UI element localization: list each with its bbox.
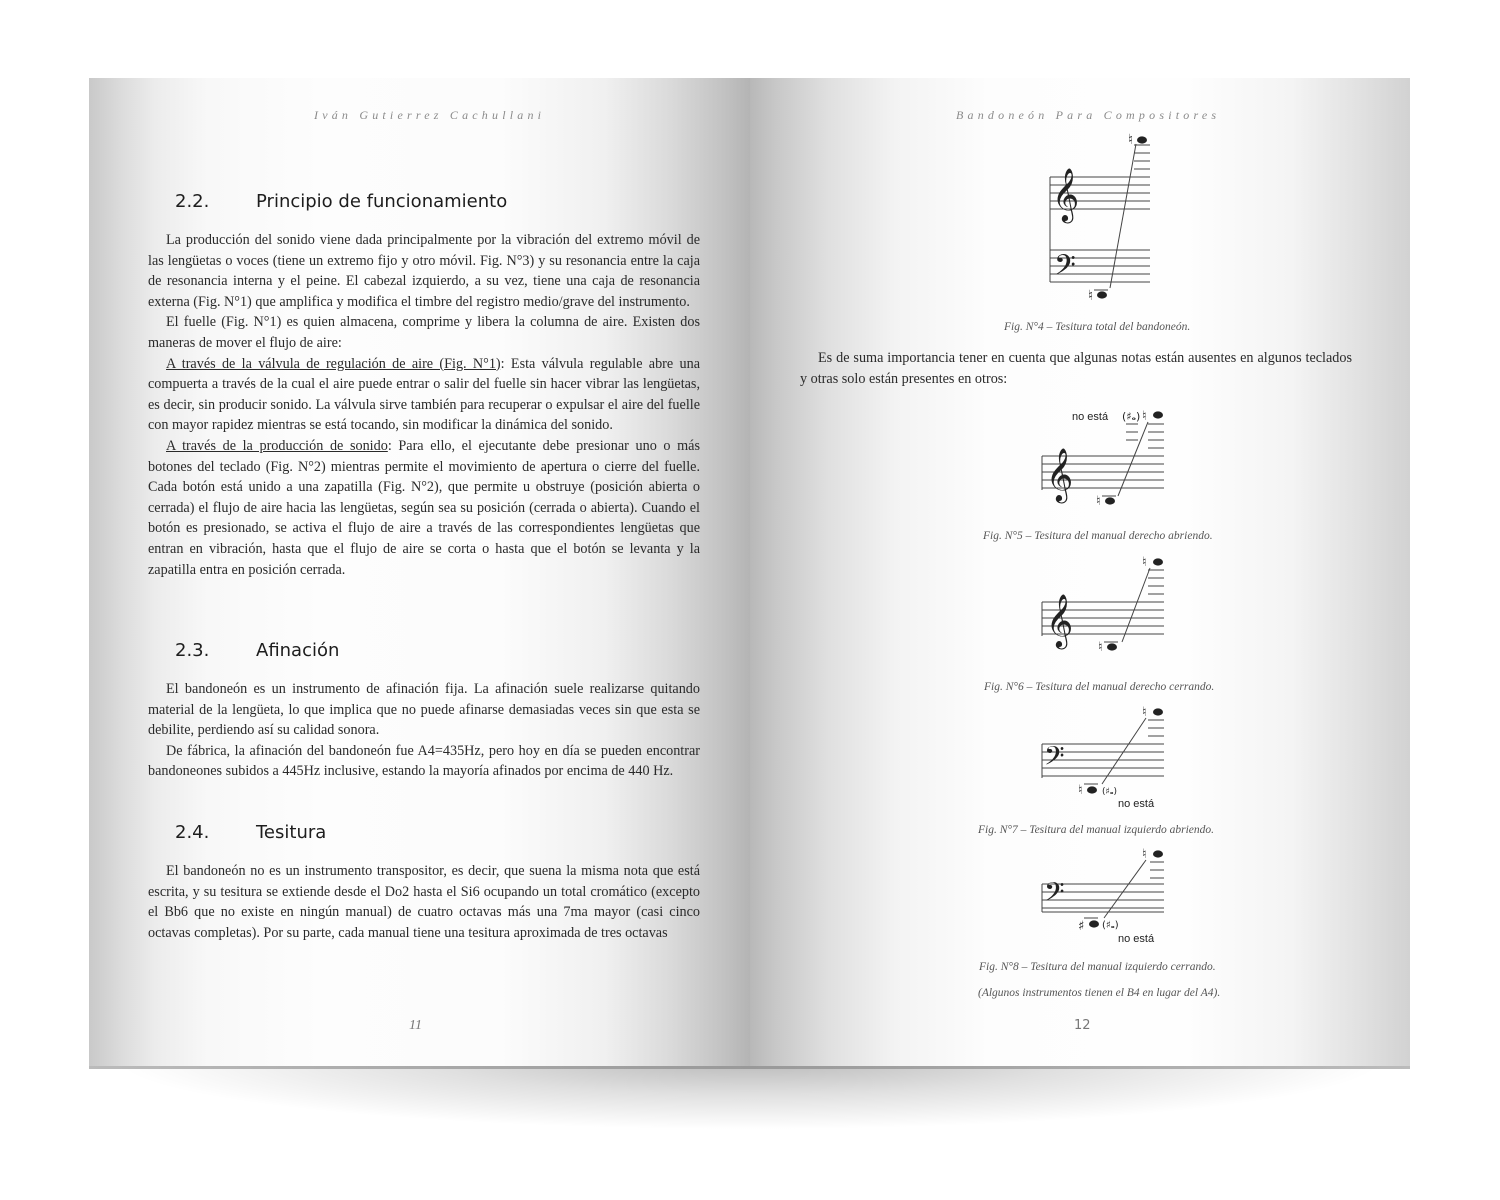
staff-notation-icon [1042, 408, 1172, 518]
missing-note-symbol: (♯𝅝) [1102, 787, 1117, 797]
underlined-lead: A través de la válvula de regulación de aire (Fig. N°1) [166, 355, 501, 372]
svg-text:♮: ♮ [1142, 555, 1147, 570]
svg-text:𝄢: 𝄢 [1054, 249, 1076, 289]
section-body-2-2 [148, 230, 700, 580]
paragraph-text: : Esta válvula regulable abre una compuerta a través de la cual el aire puede entrar o salir del fuelle sin hacer vibrar las lengüetas, es decir, sin producir sonido. La válvula sirve también para recuperar o expulsar el aire del fuelle con mayor rapidez mientras se está tocando, sin modificar la dinámica del sonido. [148, 355, 700, 434]
paragraph: El fuelle (Fig. N°1) es quien almacena, comprime y libera la columna de aire. Existen dos maneras de mover el flujo de aire: [148, 314, 700, 351]
paragraph: La producción del sonido viene dada principalmente por la vibración del extremo móvil de las lengüetas o voces (tiene un extremo fijo y otro móvil. Fig. N°3) y su resonancia entre la caja de resonancia interna y el peine. El cabezal izquierdo, a su vez, tiene una caja de resonancia externa (Fig. N°1) que amplifica y modifica el timbre del registro medio/grave del instrumento. [148, 232, 700, 310]
paragraph: De fábrica, la afinación del bandoneón fue A4=435Hz, pero hoy en día se pueden encontrar bandoneones subidos a 445Hz inclusive, estando la mayoría afinados por encima de 440 Hz. [148, 742, 700, 780]
left-page [89, 78, 750, 1068]
svg-text:♮: ♮ [1096, 494, 1101, 509]
svg-text:♮: ♮ [1078, 783, 1083, 798]
no-esta-label: no está [1072, 411, 1109, 423]
section-number: 2.2. [175, 191, 210, 212]
paragraph: El bandoneón es un instrumento de afinación fija. La afinación suele realizarse quitando material de la lengüeta, lo que implica que no puede afinarse demasiadas veces sin que esta se debilite, perdiendo así su calidad sonora. [148, 681, 700, 739]
staff-notation-icon [1042, 706, 1172, 816]
svg-text:♮: ♮ [1142, 847, 1147, 862]
figure-4-music-staff [1050, 130, 1160, 310]
staff-notation-icon [1042, 556, 1172, 666]
svg-text:♮: ♮ [1128, 132, 1134, 148]
figure-8-note: (Algunos instrumentos tienen el B4 en lugar del A4). [978, 987, 1221, 999]
page-number: 11 [409, 1018, 422, 1033]
section-body-2-3 [148, 679, 700, 782]
figure-7-music-staff [1042, 706, 1172, 816]
book-drop-shadow [110, 1060, 1390, 1130]
figure-5-caption: Fig. N°5 – Tesitura del manual derecho abriendo. [983, 530, 1213, 542]
svg-text:♮: ♮ [1088, 288, 1094, 304]
staff-notation-icon [1050, 130, 1160, 310]
svg-text:♮: ♮ [1142, 705, 1147, 720]
section-title: Principio de funcionamiento [256, 191, 508, 212]
intro-paragraph [800, 348, 1352, 389]
paragraph: El bandoneón no es un instrumento transpositor, es decir, que suena la misma nota que está escrita, y su tesitura se extiende desde el Do2 hasta el Si6 ocupando un total cromático (excepto el Bb6 que no existe en ningún manual) de cuatro octavas más una 7ma mayor (casi cinco octavas completas). Por su parte, cada manual tiene una tesitura aproximada de tres octavas [148, 863, 700, 941]
paragraph-sound [148, 436, 700, 580]
section-title: Afinación [256, 640, 340, 661]
figure-4-caption: Fig. N°4 – Tesitura total del bandoneón. [1004, 321, 1191, 333]
figure-8-music-staff [1042, 848, 1172, 958]
section-number: 2.3. [175, 640, 210, 661]
svg-text:♯: ♯ [1078, 919, 1085, 934]
figure-6-caption: Fig. N°6 – Tesitura del manual derecho cerrando. [984, 681, 1215, 693]
section-number: 2.4. [175, 822, 210, 843]
missing-note-symbol: (♯𝅝) [1122, 410, 1141, 423]
figure-8-caption: Fig. N°8 – Tesitura del manual izquierdo cerrando. [979, 961, 1216, 973]
paragraph: Es de suma importancia tener en cuenta que algunas notas están ausentes en algunos teclados y otras solo están presentes en otros: [800, 350, 1352, 387]
staff-notation-icon [1042, 848, 1172, 958]
missing-note-symbol: (♯𝅝) [1102, 920, 1119, 931]
section-body-2-4 [148, 861, 700, 943]
running-head-title: Bandoneón Para Compositores [956, 108, 1221, 122]
svg-text:♮: ♮ [1142, 409, 1147, 424]
svg-text:♮: ♮ [1098, 640, 1103, 655]
no-esta-label: no está [1118, 798, 1155, 810]
section-heading-2-2 [175, 191, 507, 212]
right-page [750, 78, 1410, 1068]
paragraph-text: : Para ello, el ejecutante debe presionar uno o más botones del teclado (Fig. N°2) mientras permite el movimiento de apertura o cierre del fuelle. Cada botón está unido a una zapatilla (Fig. N°2), que permite u obstruye (posición abierta o cerrada) el flujo de aire hacia las lengüetas, según sea su posición (cerrada o abierta). Cuando el botón es presionado, se activa el flujo de aire a través de las correspondientes lengüetas que entran en vibración, hasta que el flujo de aire se corta o hasta que el botón se levanta y la zapatilla entra en posición cerrada. [148, 437, 700, 578]
svg-text:𝄞: 𝄞 [1046, 593, 1074, 647]
svg-text:𝄢: 𝄢 [1044, 740, 1065, 778]
svg-text:𝄞: 𝄞 [1052, 167, 1080, 221]
no-esta-label: no está [1118, 933, 1155, 945]
figure-6-music-staff [1042, 556, 1172, 666]
page-number: 12 [1074, 1018, 1091, 1033]
open-book-spread [89, 78, 1410, 1068]
underlined-lead: A través de la producción de sonido [166, 437, 388, 454]
figure-7-caption: Fig. N°7 – Tesitura del manual izquierdo abriendo. [978, 824, 1214, 836]
book-bottom-edge [89, 1066, 1410, 1069]
section-title: Tesitura [256, 822, 327, 843]
figure-5-music-staff [1042, 408, 1172, 518]
paragraph-valve [148, 354, 700, 436]
running-head-author: Iván Gutierrez Cachullani [314, 108, 546, 122]
svg-text:𝄞: 𝄞 [1046, 447, 1074, 501]
section-heading-2-3 [175, 640, 339, 661]
section-heading-2-4 [175, 822, 326, 843]
svg-text:𝄢: 𝄢 [1044, 876, 1065, 914]
